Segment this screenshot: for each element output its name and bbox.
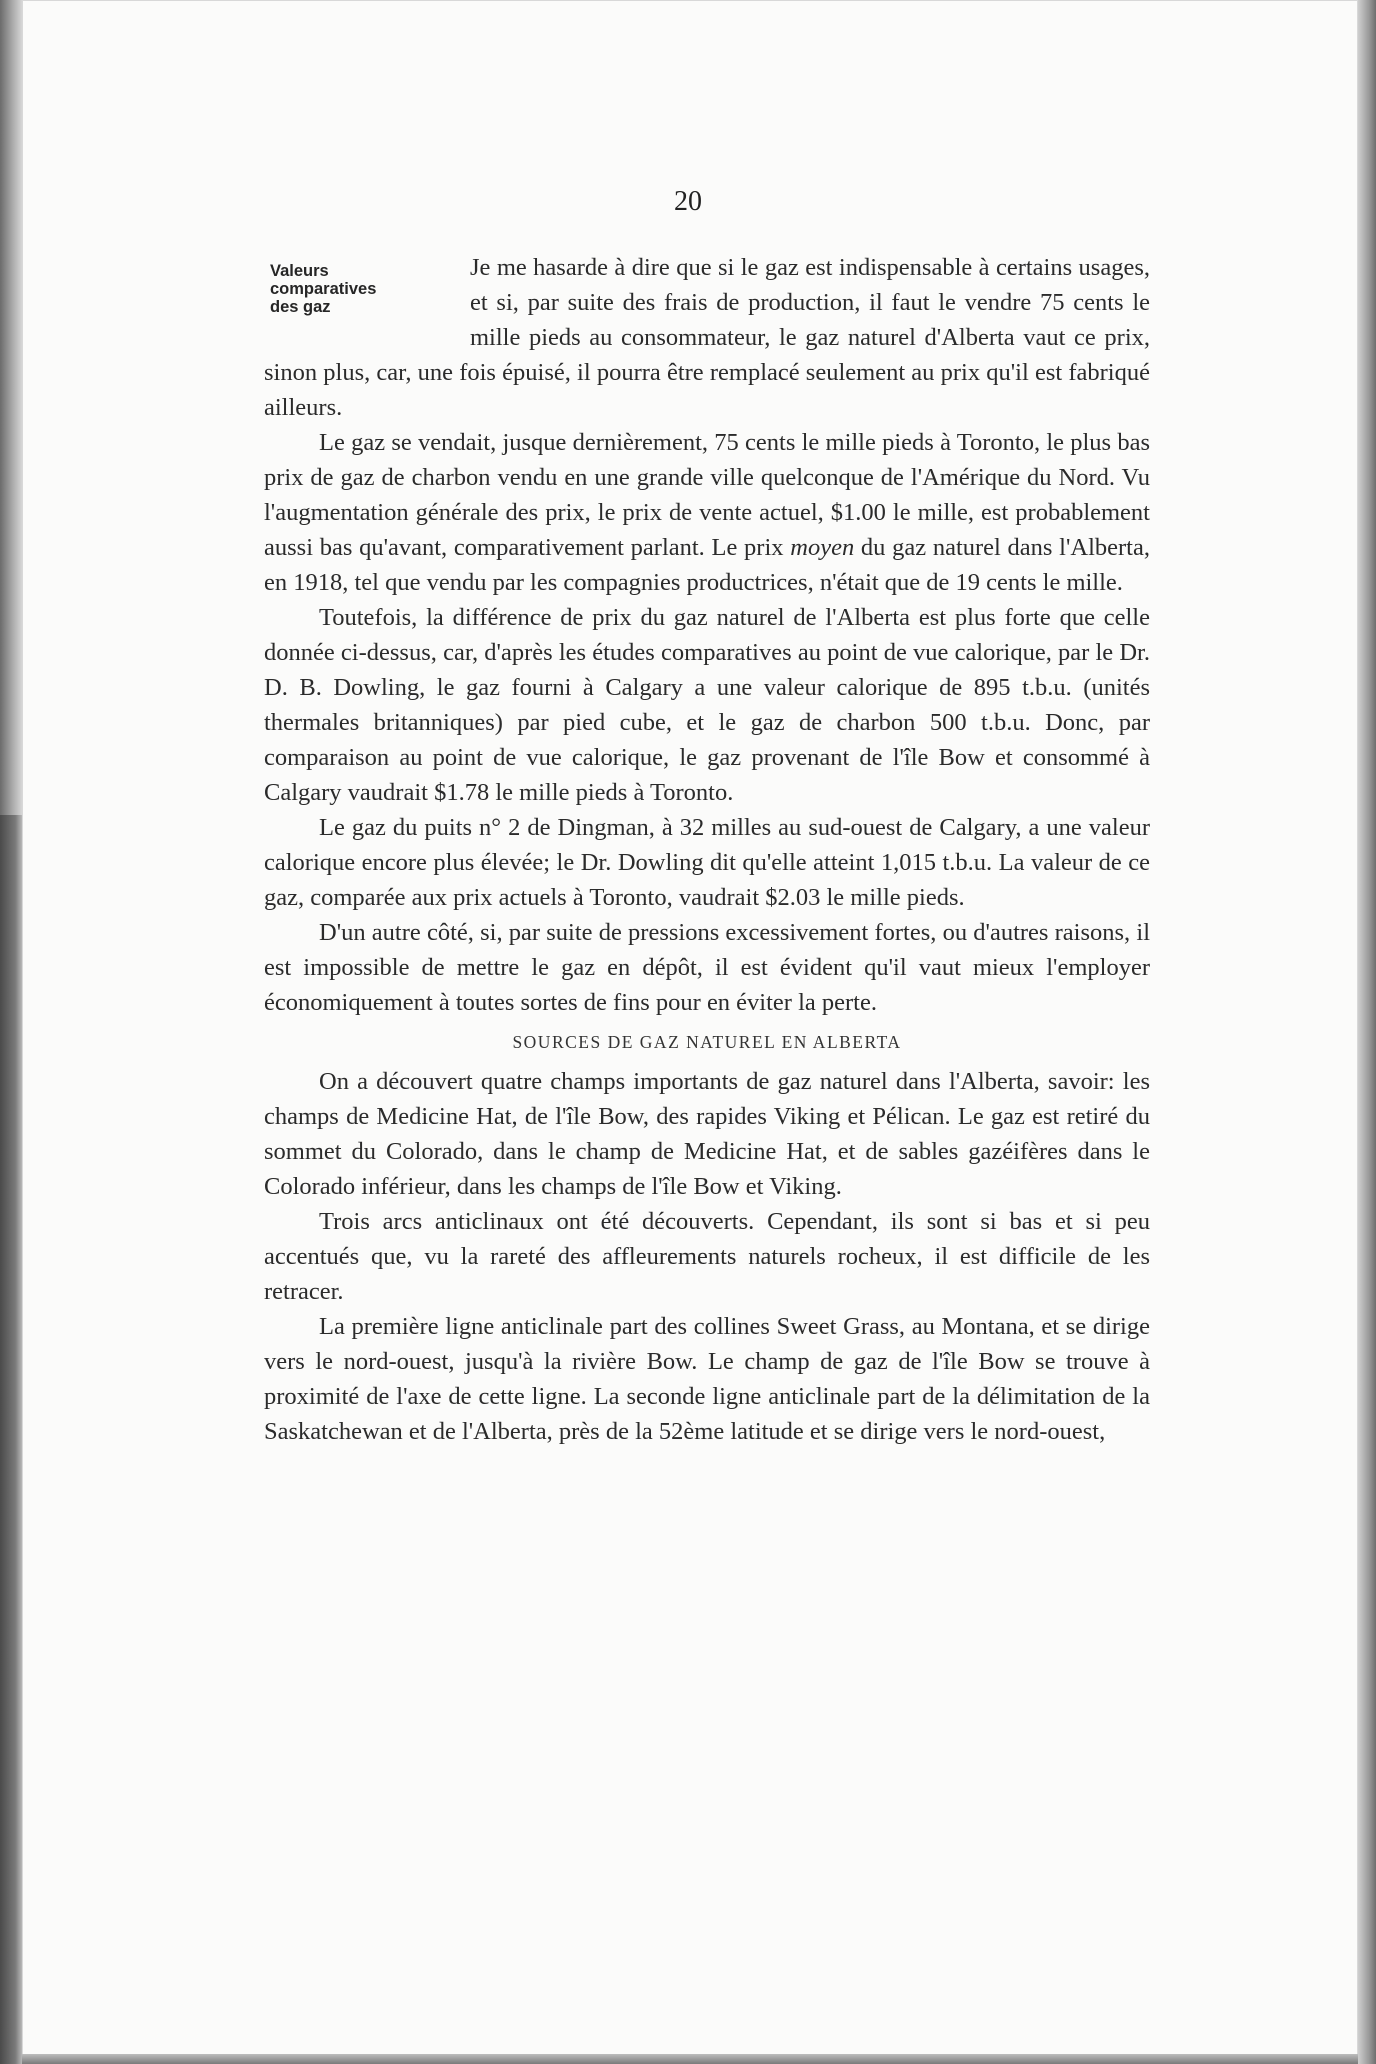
paragraph: Toutefois, la différence de prix du gaz naturel de l'Alberta est plus forte que celle donnée ci-dessus, car, d'après les études comparatives au point de vue calorique, par le Dr. D. B. Dowling, le gaz fourni à Calgary a une valeur calorique de 895 t.b.u. (unités thermales britanniques) par pied cube, et le gaz de charbon 500 t.b.u. Donc, par comparaison au point de vue calorique, le gaz provenant de l'île Bow et consommé à Calgary vaudrait $1.78 le mille pieds à Toronto. [264, 604, 1150, 806]
margin-note-spacer [264, 250, 470, 355]
body-text [264, 250, 1150, 1449]
book-spine-shadow [0, 0, 22, 2064]
page-edge-bottom [22, 2054, 1358, 2064]
emphasis-text: moyen [790, 534, 855, 561]
paragraph-text: Le gaz se vendait, jusque dernièrement, 75 cents le mille pieds à Toronto, le plus bas prix de gaz de charbon vendu en une grande ville quelconque de l'Amérique du Nord. Vu l'augmentation générale des prix, le prix de vente actuel, $1.00 le mille, est probablement aussi bas qu'avant, comparativement parlant. Le prix [264, 429, 1150, 561]
paragraph: On a découvert quatre champs importants de gaz naturel dans l'Alberta, savoir: les champs de Medicine Hat, de l'île Bow, des rapides Viking et Pélican. Le gaz est retiré du sommet du Colorado, dans le champ de Medicine Hat, et de sables gazéifères dans le Colorado inférieur, dans les champs de l'île Bow et Viking. [264, 1068, 1150, 1200]
margin-note-line: Valeurs [270, 262, 329, 280]
paragraph [264, 425, 1150, 600]
paragraph-text: du gaz naturel dans l'Alberta, en 1918, tel que vendu par les compagnies productrices, n'était que de 19 cents le mille. [264, 534, 1150, 596]
page-edge-right [1358, 0, 1376, 2064]
paragraph: Le gaz du puits n° 2 de Dingman, à 32 milles au sud-ouest de Calgary, a une valeur calorique encore plus élevée; le Dr. Dowling dit qu'elle atteint 1,015 t.b.u. La valeur de ce gaz, comparée aux prix actuels à Toronto, vaudrait $2.03 le mille pieds. [264, 814, 1150, 911]
page-number: 20 [674, 186, 702, 217]
paragraph: Je me hasarde à dire que si le gaz est indispensable à certains usages, et si, par suite des frais de production, il faut le vendre 75 cents le mille pieds au consommateur, le gaz naturel d'Alberta vaut ce prix, sinon plus, car, une fois épuisé, il pourra être remplacé seulement au prix qu'il est fabriqué ailleurs. [264, 254, 1150, 421]
paragraph: D'un autre côté, si, par suite de pressions excessivement fortes, ou d'autres raisons, il est impossible de mettre le gaz en dépôt, il est évident qu'il vaut mieux l'employer économiquement à toutes sortes de fins pour en éviter la perte. [264, 919, 1150, 1016]
section-heading: SOURCES DE GAZ NATUREL EN ALBERTA [512, 1032, 902, 1052]
margin-note-line: des gaz [270, 298, 331, 316]
paragraph: La première ligne anticlinale part des collines Sweet Grass, au Montana, et se dirige vers le nord-ouest, jusqu'à la rivière Bow. Le champ de gaz de l'île Bow se trouve à proximité de l'axe de cette ligne. La seconde ligne anticlinale part de la délimitation de la Saskatchewan et de l'Alberta, près de la 52ème latitude et se dirige vers le nord-ouest, [264, 1313, 1150, 1445]
paragraph: Trois arcs anticlinaux ont été découverts. Cependant, ils sont si bas et si peu accentués que, vu la rareté des affleurements naturels rocheux, il est difficile de les retracer. [264, 1208, 1150, 1305]
margin-note-line: comparatives [270, 280, 377, 298]
